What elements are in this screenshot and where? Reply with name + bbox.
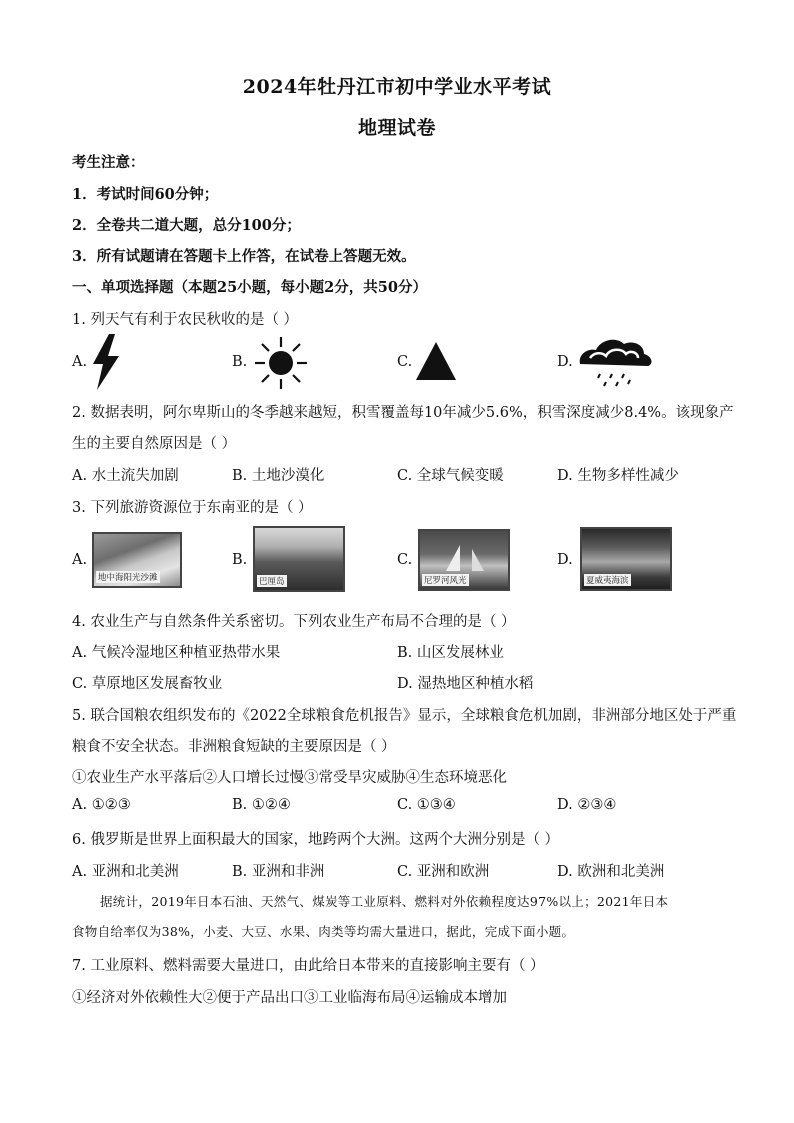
q5-option-c: C. ①③④ — [397, 797, 456, 813]
q1-option-c-label: C. — [397, 354, 413, 370]
lightning-icon — [91, 334, 121, 390]
island-photo — [253, 526, 345, 592]
q6-option-c: C. 亚洲和欧洲 — [397, 864, 490, 880]
triangle-icon — [416, 342, 456, 380]
q5-option-a: A. ①②③ — [72, 797, 131, 813]
q4-option-c: C. 草原地区发展畜牧业 — [72, 676, 223, 692]
q4-option-d: D. 湿热地区种植水稻 — [397, 676, 534, 692]
beach-photo — [92, 532, 182, 588]
q4-option-b: B. 山区发展林业 — [397, 645, 504, 661]
q5-stem-line-2: 粮食不安全状态。非洲粮食短缺的主要原因是（ ） — [72, 739, 396, 755]
photo-caption: 巴厘岛 — [259, 577, 285, 587]
notice-item-2: 2．全卷共二道大题，总分100分； — [72, 217, 301, 234]
exam-subtitle: 地理试卷 — [357, 117, 436, 139]
q6-option-d: D. 欧洲和北美洲 — [557, 864, 665, 880]
q3-option-d-label: D. — [557, 552, 573, 568]
q5-option-d: D. ②③④ — [557, 797, 617, 813]
q1-option-a-label: A. — [72, 354, 88, 370]
q5-option-b: B. ①②④ — [232, 797, 291, 813]
q7-choices: ①经济对外依赖性大②便于产品出口③工业临海布局④运输成本增加 — [72, 990, 507, 1006]
q1-option-b-label: B. — [232, 354, 248, 370]
q6-stem: 6. 俄罗斯是世界上面积最大的国家，地跨两个大洲。这两个大洲分别是（ ） — [72, 832, 560, 848]
q5-choices: ①农业生产水平落后②人口增长过慢③常受旱灾威胁④生态环境恶化 — [72, 770, 507, 786]
photo-caption: 夏威夷海滨 — [586, 576, 629, 586]
q3-option-a-label: A. — [72, 552, 88, 568]
notice-heading: 考生注意： — [72, 154, 145, 171]
q5-stem-line-1: 5. 联合国粮农组织发布的《2022全球粮食危机报告》显示，全球粮食危机加剧，非洲部分地区处于严重 — [72, 708, 737, 724]
exam-title: 2024年牡丹江市初中学业水平考试 — [242, 76, 552, 98]
photo-caption: 尼罗河风光 — [424, 576, 467, 586]
q4-option-a: A. 气候冷湿地区种植亚热带水果 — [72, 645, 281, 661]
q2-option-a: A. 水土流失加剧 — [72, 468, 179, 484]
q3-option-b-label: B. — [232, 552, 248, 568]
notice-item-1: 1．考试时间60分钟； — [72, 186, 219, 203]
q2-stem-line-2: 生的主要自然原因是（ ） — [72, 436, 237, 452]
q2-option-c: C. 全球气候变暖 — [397, 468, 504, 484]
material-line-1: 据统计，2019年日本石油、天然气、煤炭等工业原料、燃料对外依赖程度达97%以上；2021年日本 — [100, 894, 669, 909]
q1-option-d-label: D. — [557, 354, 573, 370]
section-heading: 一、单项选择题（本题25小题，每小题2分，共50分） — [72, 279, 427, 296]
photo-caption: 地中海阳光沙滩 — [98, 573, 158, 583]
material-line-2: 食物自给率仅为38%，小麦、大豆、水果、肉类等均需大量进口，据此，完成下面小题。 — [72, 924, 575, 939]
sun-icon — [254, 336, 308, 390]
q3-stem: 3. 下列旅游资源位于东南亚的是（ ） — [72, 500, 313, 516]
coast-photo — [580, 527, 672, 591]
notice-item-3: 3．所有试题请在答题卡上作答，在试卷上答题无效。 — [72, 248, 416, 265]
q2-option-d: D. 生物多样性减少 — [557, 468, 679, 484]
q6-option-b: B. 亚洲和非洲 — [232, 864, 325, 880]
q6-option-a: A. 亚洲和北美洲 — [72, 864, 179, 880]
rain-cloud-icon — [576, 336, 654, 388]
river-photo — [418, 529, 510, 591]
q2-stem-line-1: 2. 数据表明，阿尔卑斯山的冬季越来越短，积雪覆盖每10年减少5.6%，积雪深度减少8.4%。该现象产 — [72, 405, 734, 421]
q1-stem: 1. 列天气有利于农民秋收的是（ ） — [72, 312, 299, 328]
q4-stem: 4. 农业生产与自然条件关系密切。下列农业生产布局不合理的是（ ） — [72, 614, 516, 630]
q2-option-b: B. 土地沙漠化 — [232, 468, 325, 484]
q3-option-c-label: C. — [397, 552, 413, 568]
q7-stem: 7. 工业原料、燃料需要大量进口，由此给日本带来的直接影响主要有（ ） — [72, 958, 545, 974]
